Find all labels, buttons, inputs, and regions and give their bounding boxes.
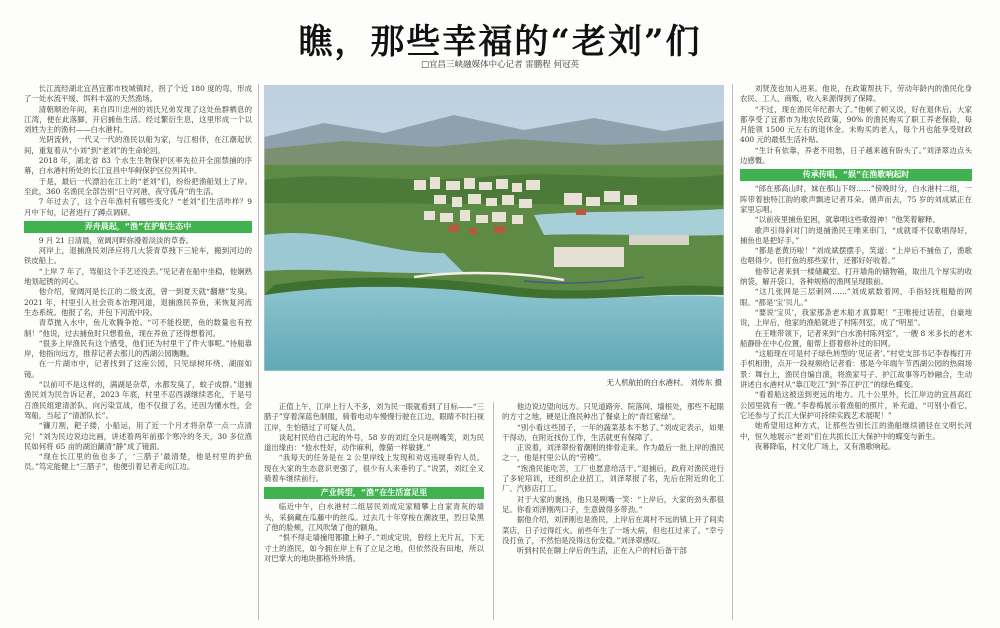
paragraph: 临近中午，白水港村二组居民刘成定家精攀上自家青灰的墙头，采摘藏在瓜藤中的丝瓜。过去几十年穿梭在潮波里，烈日染黑了他的脸颊，江风吹皱了他的额角。 [264,502,484,532]
paragraph: 歌声引得斜对门的退捕渔民王唯来串门，“成就哥不仅歌唱得好，捕鱼也是把好手。” [740,225,972,245]
paragraph: 清朝顺治年间，来自四川忠州的刘氏兄弟发现了这处鱼群栖息的江湾，便在此落脚，开启捕鱼生活。经过繁衍生息，这里形成一个以刘姓为主的渔村——白水港村。 [24,104,252,135]
paragraph: 在王唯带领下，记者来到“白水渔村陈列室”，一艘 8 米多长的老木船静卧在中心位置，船帮上搭着修补过的旧网。 [740,328,972,348]
paragraph: 7 年过去了，这个百年渔村有哪些变化？“老刘”们生活咋样？9 月中下旬，记者进行了蹲点调研。 [24,197,252,217]
paragraph: “很多上岸渔民有这个感受，他们还为村里干了件大事呢。”待船靠岸，他指向远方，推荐记者去那儿的西湖公园瞧瞧。 [24,338,252,359]
paragraph: 青草抛入水中，鱼儿欢腾争抢。“可不能投肥，鱼的数量也有控制！”他说，过去捕鱼时只想着鱼，现在养鱼了还得想着河。 [24,318,252,338]
article-column-4 [740,84,972,624]
paragraph: 他边说边望向远方。只见道路旁、院落间、墙根处，那些不起眼的方寸之地，硬是让渔民种出了餐桌上的“青红紫绿”。 [502,402,724,422]
column-divider [258,84,259,620]
article-column-2 [264,402,484,624]
paragraph: “别小看这些园子，一年的蔬菜基本不愁了。”刘成定表示，如果干得动，在附近找份工作，生活就更有保障了。 [502,422,724,442]
paragraph: 谈起村民给自己起的外号，58 岁的刘红全只是咧嘴笑，刘为民道出缘由：“他水性好，动作麻利，像猫一样敏捷。” [264,432,484,453]
paragraph: “饱渔民能吃苦，工厂也愿意给活干。”退捕后，政府对渔民进行了多轮培训，还组织企业招工，刘泽翠报了名，先后在附近的化工厂、汽修店打工。 [502,463,724,494]
article-column-1 [24,84,252,624]
paragraph: 光阴流转，一代又一代的渔民以船为家，与江相伴，在江潮起伏间，重复着从“小刘”到“老刘”的生命轮回。 [24,135,252,155]
paragraph: 对于大家的褒扬，他只是咧嘴一笑：“上岸后，大家的劲头都很足。你看刘泽刚两口子，生意做得多带劲。” [502,494,724,514]
paragraph: “上岸 7 年了，驾船这个手艺还没丢。”见记者在船中坐稳，他娴熟地划起锈的河心。 [24,266,252,287]
paragraph: 在一片湖市中，记者找到了这座公园，只见绿树环绕、湖面如镜。 [24,359,252,379]
paragraph: “生计有依靠，养老不用愁，日子越来越有盼头了。”刘泽翠边点头边感慨。 [740,145,972,166]
paragraph: “恨不得走墙撞甩都撒上种子。”刘成定说，曾经上无片瓦，下无寸土的渔民，如今拥在岸上有了立足之地，但依然没有田地，所以对巴掌大的地块都格外珍惜。 [264,533,484,563]
paragraph: 正说着，刘泽翠扮着潮刚的排骨走来。作为最后一批上岸的渔民之一，他是村里公认的“劳模”。 [502,443,724,463]
subheading-3: 传承传唱，“娱”在渔歌响起时 [740,169,972,181]
article-column-3 [502,402,724,624]
paragraph: “现在长江里的鱼也多了，‘三腊子’最清楚，他是村里的护鱼员。”笃定能健上“三腊子”，他便引着记者走向江边。 [24,452,252,472]
paragraph: “镰刀割，耙子搂，小船运，用了近一个月才将杂草一点一点清完！”刘为民边说边比画，讲述着两年前那个寒冷的冬天，30 多位渔民如何将 65 亩的湖泊涮清“静”成了镜面。 [24,421,252,451]
paragraph: 听到村民在聊上岸后的生活，正在入户的村后备干部 [516,546,687,556]
paragraph: 河岸上，退捕渔民刘泽应将几大袋青草拽下三轮车，搬到河边的铁皮船上。 [24,246,252,266]
subheading-1: 弄舟晨起，“渔”在护航生态中 [24,221,252,233]
paragraph: 于是，最后一代漂泊在江上的“老刘”们，纷纷把渔船划上了岸。至此，360 名渔民全部告别“日守河港，夜守孤舟”的生活。 [24,176,252,196]
column-divider [732,84,733,620]
paragraph: “郎在那高山时，妹在那山下呀……”傍晚时分，白水港村二组，一阵带着独特江韵的歌声飘进记者耳朵。循声而去，75 岁的刘成斌正在家里忘唱。 [740,184,972,214]
paragraph: “看着船这被送到更远的地方。几十公里外，长江岸边的宜昌高红公园里就有一艘。”李春梅展示着渔船的照片，补充道，“可别小看它，它还参与了长江大保护可持续实践艺术展呢！” [740,390,972,420]
paragraph: “要说‘宝贝’，我家那条老木船才真算呢！”王唯接过话茬，自豪地说，上岸后，他家的渔船就进了村陈列室，成了“明星”。 [740,307,972,328]
aerial-village-photo [264,85,724,371]
headline: 瞧，那些幸福的“老刘”们 [298,22,702,62]
paragraph: 据他介绍，刘泽刚也是渔民，上岸后在离村不远的镇上开了间卖菜店，日子过得红火。前些年生了一场大病，但也扛过来了。“幸亏没打鱼了，不然怕是没得这份安稳。”刘泽翠感叹。 [502,515,724,545]
paragraph: “都是老黄历啦！”刘成斌摆摆手，笑道：“上岸后不捕鱼了，渔歌也唱得少。但打鱼的那些家什，还都好好收着。” [740,246,972,266]
paragraph: “这几张网是三层刺网……”刘成斌数着网，手指轻抚粗糙的网眼。“都是‘宝’贝儿。” [740,287,972,307]
byline: □宜昌三峡融媒体中心记者 雷鹏程 何冠英 [421,60,579,70]
paragraph: “这船现在可是村子绿色转型的‘见证者’。”村党支部书记李春梅打开手机相册，点开一段视频给记者看：那是今年端午节西湖公园的热闹场景：舞台上，渔民自编自演，将渔家号子、护江故事等巧妙融合，生动讲述白水港村从“靠江吃江”到“养江护江”的绿色蝶变。 [740,349,972,390]
paragraph: “我每天的任务是在 2 公里岸线上发现和劝返违规垂钓人员。现在大家的生态意识更强了，很少有人来垂钓了。”说罢，刘红全又骑着车继续前行。 [264,453,484,484]
paragraph: 2018 年，湖北省 83 个水生生物保护区率先拉开全面禁捕的序幕，白水港村所处的长江宜昌中华鲟保护区位列其中。 [24,156,252,176]
aerial-village-illustration [264,85,724,371]
photo-caption: 无人机航拍的白水港村。 刘传东 摄 [606,378,722,387]
subheading-2: 产业转型，“渔”在生活富足里 [264,487,484,499]
paragraph: 正值上午，江岸上行人不多，刘为民一眼就看到了目标——“三腊子”穿着深蓝色制服，骑着电动车慢慢行驶在江边，眼睛不时扫视江岸，生怕错过了可疑人员。 [264,402,484,432]
paragraph: 夜幕降临，村文化广场上，又有渔歌响起。 [754,441,896,451]
paragraph: 9 月 21 日清晨，宽阔河畔弥漫着淡淡的草香。 [38,235,193,245]
paragraph: 刘贤茂也加入进来。他说，在政策帮扶下，劳动年龄内的渔民化身农民、工人、商贩，收入来源得到了保障。 [740,84,972,104]
paragraph: “以前可不是这样的，满湖是杂草，水都发臭了，蚊子成群。”退捕渔民刘为民告诉记者，2023 年底，村里不忍西湖继续恶化，于是号召渔民组建清淤队，向污染宣战，他不仅报了名，还因为懂水性，会驾船，当起了“清淤队长”。 [24,380,252,420]
paragraph: 她希望用这种方式，让那些告别长江的渔船继续循径在文明长河中，恒久地展示“老刘”们在共抓长江大保护中的蝶变与新生。 [740,421,972,441]
paragraph: 他带记者来到一楼储藏室。打开墙角的储物箱，取出几个厚实的收纳袋，解开袋口，各种规格的渔网呈现眼前。 [740,266,972,287]
paragraph: “不过，现在渔民年纪都大了。”他顿了顿又说，好在退休后，大家都享受了宜都市为地农民政策，90% 的渔民购买了职工养老保险，每月能领 1500 元左右的退休金。未购买的老人，每个月也能享受财政 400 元的最低生活补贴。 [740,104,972,145]
paragraph: 长江流经湖北宜昌宜都市枝城镇时，拐了个近 180 度的弯，形成了一处水流平缓、饵料丰富的天然渔场。 [24,84,252,104]
column-divider [493,402,494,620]
paragraph: 他介绍，宽阔河是长江的二级支流，曾一到夏天就“翻塘”发臭。2021 年，村里引入社会资本治理河道，退捕渔民养鱼，来恢复河流生态系统。他报了名，并包下河流中段。 [24,287,252,317]
paragraph: “以前夜里捕鱼犯困，就靠唱这些歌提神！”他笑着解释。 [754,215,940,225]
